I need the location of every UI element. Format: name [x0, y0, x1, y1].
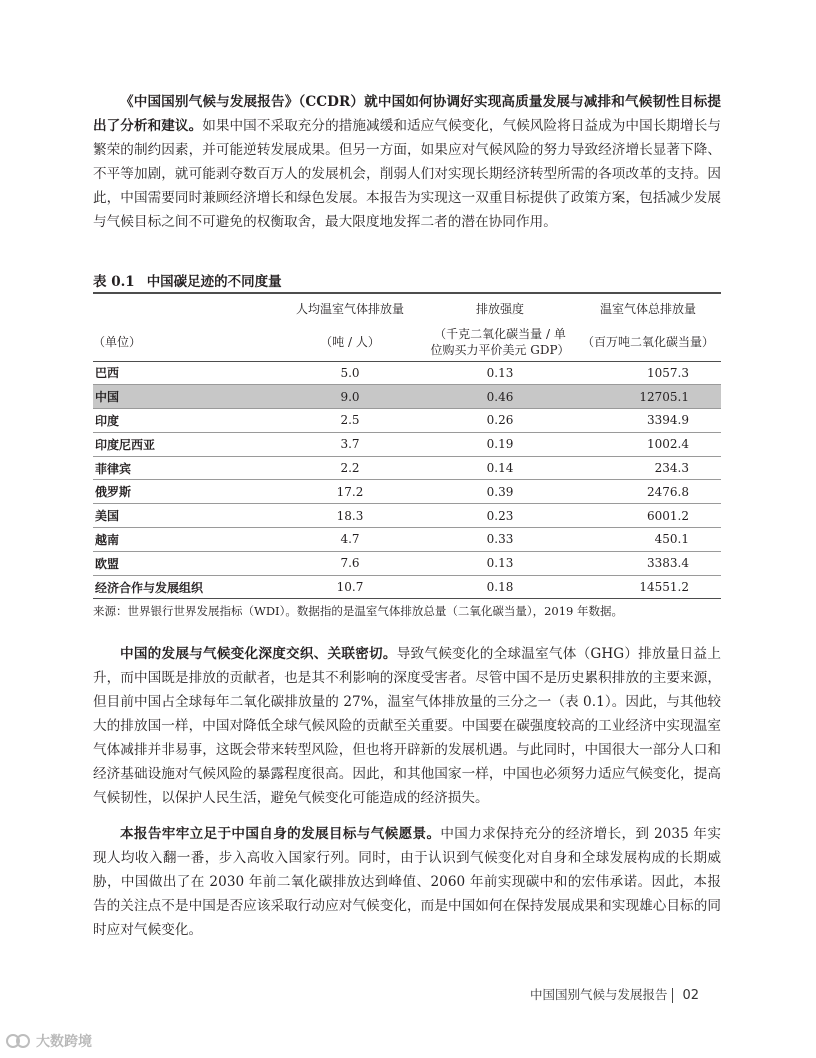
footer-divider: [672, 988, 673, 1003]
intro-body: 如果中国不采取充分的措施减缓和适应气候变化，气候风险将日益成为中国长期增长与繁荣的制约因素，并可能逆转发展成果。但另一方面，如果应对气候风险的努力导致经济增长显著下降、不平等加剧，就可能剥夺数百万人的发展机会，削弱人们对实现长期经济转型所需的各项改革的支持。因此，中国需要同时兼顾经济增长和绿色发展。本报告为实现这一双重目标提供了政策方案，包括减少发展与气候目标之间不可避免的权衡取舍，最大限度地发挥二者的潜在协同作用。: [93, 118, 721, 230]
total-cell: 3383.4: [647, 556, 689, 571]
country-cell: 经济合作与发展组织: [95, 580, 204, 595]
total-cell: 12705.1: [639, 389, 689, 404]
per-capita-cell: 2.5: [340, 413, 360, 428]
watermark-logo-icon: [6, 1032, 32, 1050]
country-cell: 巴西: [95, 366, 120, 381]
paragraph-development-climate: [93, 642, 721, 810]
per-capita-cell: 3.7: [340, 437, 360, 452]
para3-lead: 本报告牢牢立足于中国自身的发展目标与气候愿景。: [120, 826, 441, 842]
per-capita-cell: 7.6: [340, 556, 360, 571]
intensity-cell: 0.39: [486, 484, 514, 499]
total-cell: 450.1: [654, 532, 689, 547]
unit-intensity: （千克二氧化碳当量 / 单位购买力平价美元 GDP）: [430, 326, 570, 357]
table-row: [93, 432, 721, 456]
per-capita-cell: 18.3: [336, 508, 364, 523]
unit-total: （百万吨二氧化碳当量）: [581, 334, 714, 349]
unit-per-capita: （吨 / 人）: [320, 334, 380, 349]
table-units-row: [93, 323, 721, 361]
intensity-cell: 0.46: [486, 389, 514, 404]
header-spacer: [93, 293, 275, 323]
header-intensity: 排放强度: [475, 302, 524, 316]
table-row: [93, 409, 721, 433]
table-row: [93, 456, 721, 480]
total-cell: 1002.4: [647, 437, 689, 452]
country-cell: 印度尼西亚: [95, 437, 156, 452]
paragraph-goals-vision: [93, 822, 721, 942]
watermark: [6, 1031, 92, 1051]
per-capita-cell: 4.7: [340, 532, 360, 547]
watermark-text: 大数跨境: [36, 1034, 92, 1050]
page-number: 02: [682, 988, 700, 1003]
per-capita-cell: 5.0: [340, 365, 360, 380]
intensity-cell: 0.26: [486, 413, 514, 428]
country-cell: 美国: [95, 509, 120, 524]
intensity-cell: 0.13: [486, 556, 514, 571]
table-title: 中国碳足迹的不同度量: [146, 274, 282, 290]
table-source-note: 来源：世界银行世界发展指标（WDI）。数据指的是温室气体排放总量（二氧化碳当量），2019 年数据。: [93, 604, 623, 618]
table-row: [93, 480, 721, 504]
page-footer: [530, 985, 699, 1003]
per-capita-cell: 2.2: [340, 461, 360, 476]
carbon-footprint-table: [93, 292, 721, 599]
para2-body: 导致气候变化的全球温室气体（GHG）排放量日益上升，而中国既是排放的贡献者，也是其不利影响的深度受害者。尽管中国不是历史累积排放的主要来源，但目前中国占全球每年二氧化碳排放量的 27%，温室气体排放量的三分之一（表 0.1）。因此，与其他较大的排放国一样，中国对降低全球气候风险的贡献至关重要。中国要在碳强度较高的工业经济中实现温室气体减排并非易事，这既会带来转型风险，但也将开辟新的发展机遇。与此同时，中国很大一部分人口和经济基础设施对气候风险的暴露程度很高。因此，和其他国家一样，中国也必须努力适应气候变化，提高气候韧性，以保护人民生活，避免气候变化可能造成的经济损失。: [93, 646, 721, 806]
country-cell: 俄罗斯: [95, 485, 132, 500]
total-cell: 14551.2: [639, 580, 689, 595]
total-cell: 6001.2: [647, 508, 689, 523]
total-cell: 2476.8: [647, 484, 689, 499]
intro-lead: 《中国国别气候与发展报告》（CCDR）就中国如何协调好实现高质量发展与减排和气候韧性目标提出了分析和建议。: [93, 94, 721, 134]
country-cell: 菲律宾: [95, 461, 132, 476]
table-number: 表 0.1: [93, 274, 135, 290]
country-cell: 越南: [95, 532, 120, 547]
table-header-row: [93, 293, 721, 323]
total-cell: 1057.3: [647, 365, 689, 380]
table-row: [93, 551, 721, 575]
unit-label: （单位）: [93, 335, 142, 350]
per-capita-cell: 10.7: [336, 580, 364, 595]
intensity-cell: 0.33: [486, 532, 514, 547]
intensity-cell: 0.14: [486, 461, 514, 476]
header-total: 温室气体总排放量: [599, 302, 696, 316]
para2-lead: 中国的发展与气候变化深度交织、关联密切。: [120, 646, 397, 662]
intensity-cell: 0.19: [486, 437, 514, 452]
table-row: [93, 528, 721, 552]
para3-body: 中国力求保持充分的经济增长，到 2035 年实现人均收入翻一番，步入高收入国家行列。同时，由于认识到气候变化对自身和全球发展构成的长期威胁，中国做出了在 2030 年前二氧化碳排放达到峰值、2060 年前实现碳中和的宏伟承诺。因此，本报告的关注点不是中国是否应该采取行动应对气候变化，而是中国如何在保持发展成果和实现雄心目标的同时应对气候变化。: [93, 826, 721, 938]
per-capita-cell: 9.0: [340, 389, 360, 404]
table-caption: [93, 270, 282, 290]
intro-paragraph: [93, 90, 721, 234]
table-row: [93, 385, 721, 409]
intensity-cell: 0.23: [486, 508, 514, 523]
table-row: [93, 361, 721, 385]
table-row: [93, 504, 721, 528]
intensity-cell: 0.13: [486, 365, 514, 380]
total-cell: 3394.9: [647, 413, 689, 428]
footer-report-title: 中国国别气候与发展报告: [530, 987, 668, 1002]
header-per-capita: 人均温室气体排放量: [295, 302, 404, 316]
country-cell: 中国: [95, 390, 120, 405]
intensity-cell: 0.18: [486, 580, 514, 595]
per-capita-cell: 17.2: [336, 484, 364, 499]
total-cell: 234.3: [654, 461, 689, 476]
country-cell: 印度: [95, 413, 120, 428]
table-row: [93, 575, 721, 599]
country-cell: 欧盟: [95, 556, 120, 571]
